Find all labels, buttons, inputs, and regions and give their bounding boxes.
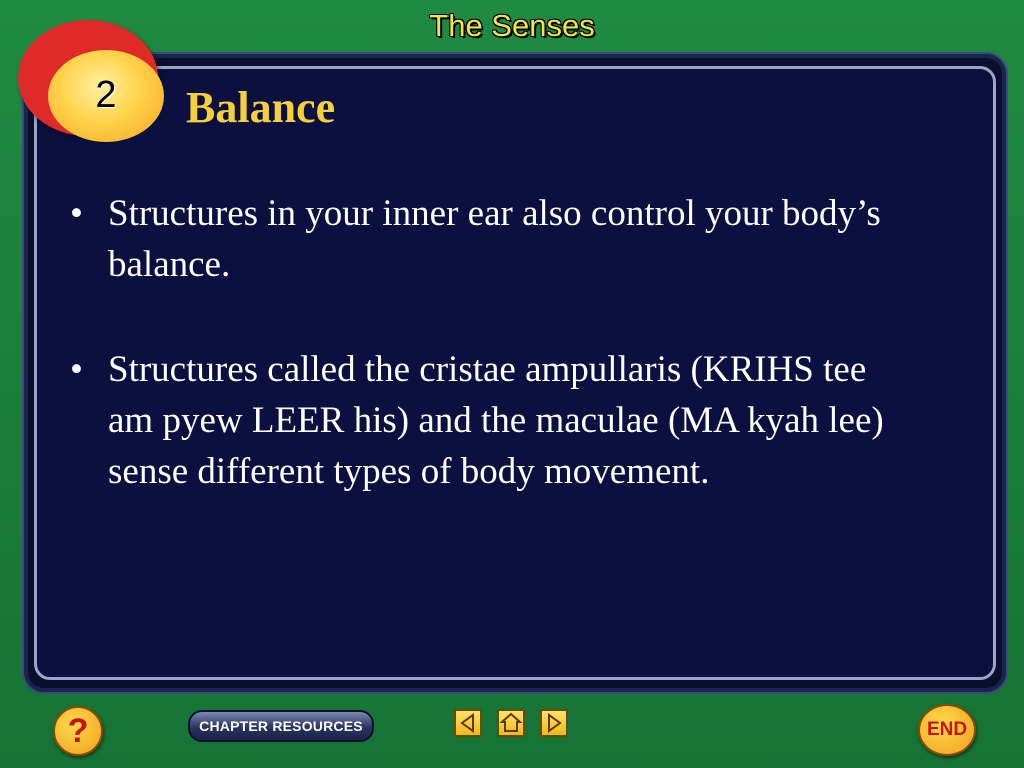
question-icon: ?: [67, 712, 89, 750]
chapter-resources-button[interactable]: CHAPTER RESOURCES: [188, 710, 374, 742]
bullet-item: [66, 188, 886, 290]
section-number: 2: [95, 74, 117, 116]
section-number-badge: [18, 20, 158, 136]
bullet-item: [66, 344, 886, 497]
bullet-dot: •: [70, 349, 83, 390]
section-title: The Senses: [429, 8, 595, 43]
bullet-list: [66, 188, 886, 551]
next-button[interactable]: [540, 709, 568, 737]
arrow-right-icon: [542, 711, 566, 735]
previous-button[interactable]: [454, 709, 482, 737]
bullet-dot: •: [70, 193, 83, 234]
home-icon: [499, 711, 523, 735]
slide-heading: Balance: [186, 83, 336, 132]
end-button[interactable]: END: [918, 704, 976, 756]
arrow-left-icon: [456, 711, 480, 735]
home-button[interactable]: [497, 709, 525, 737]
help-button[interactable]: [53, 706, 103, 756]
bullet-text: Structures called the cristae ampullaris (KRIHS tee am pyew LEER his) and the maculae (MA kyah lee) sense different types of body movement.: [108, 349, 884, 492]
bullet-text: Structures in your inner ear also control your body’s balance.: [108, 193, 881, 285]
